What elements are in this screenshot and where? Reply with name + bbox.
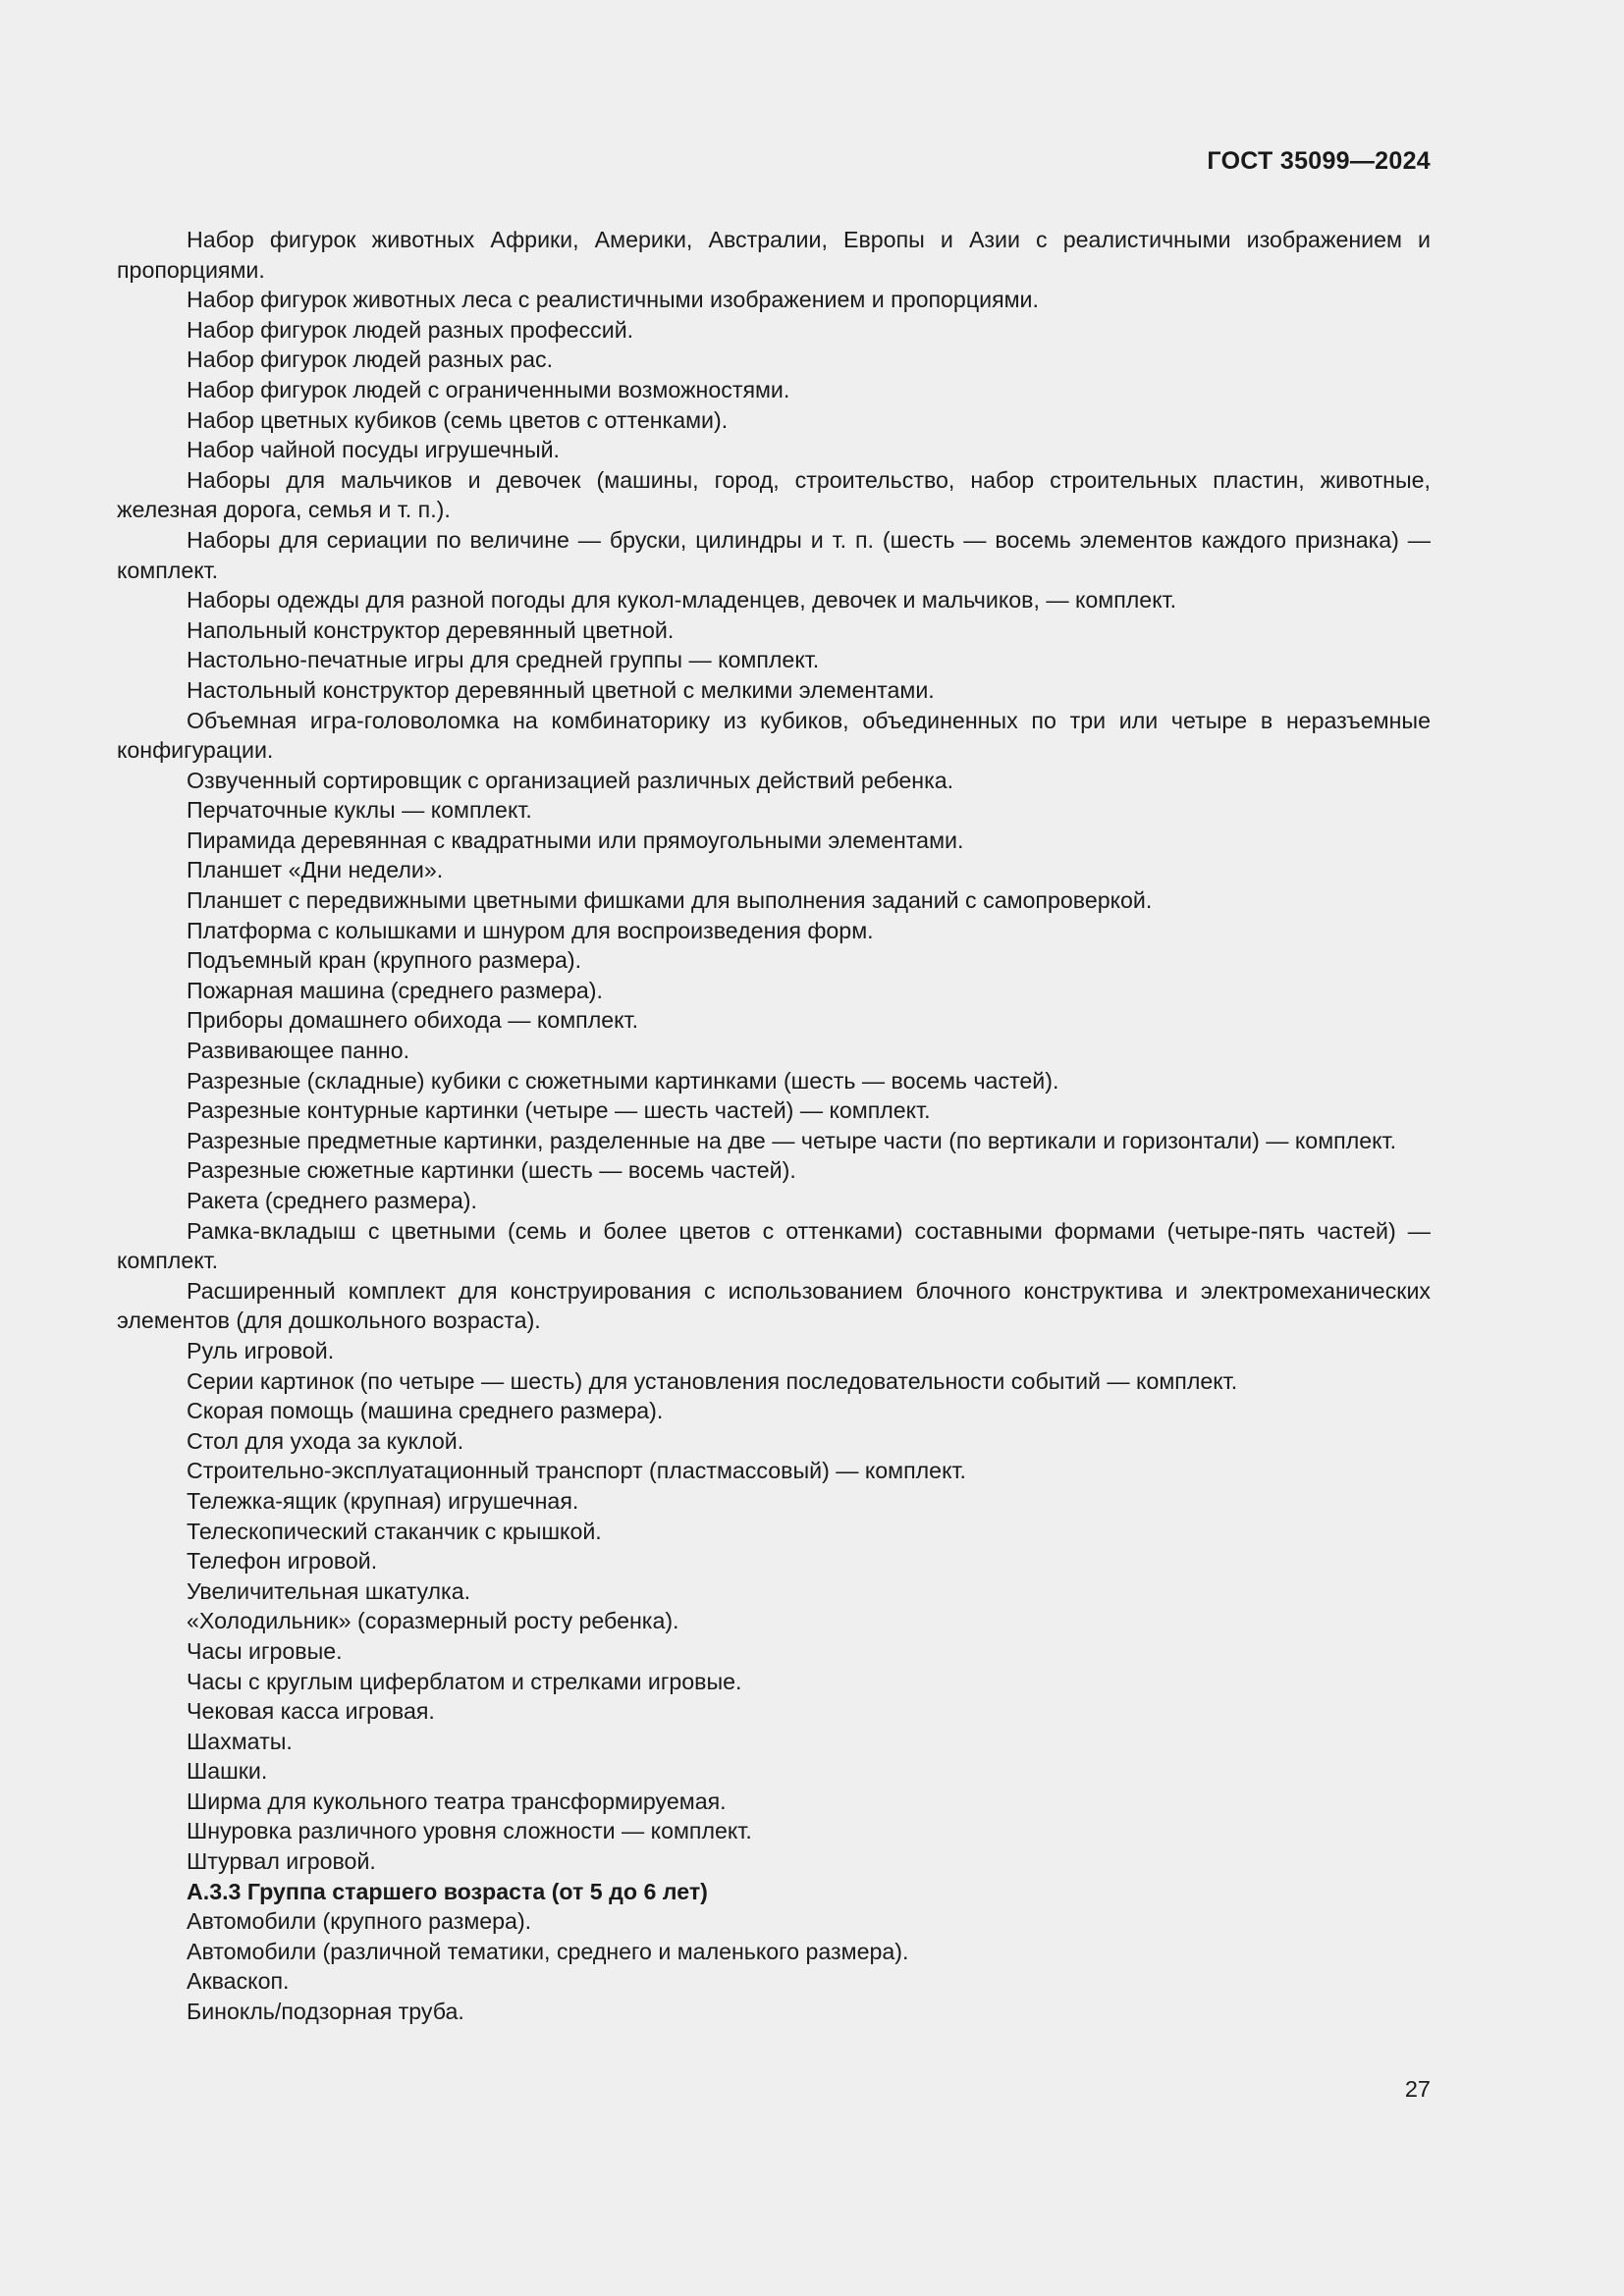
list-item: Набор фигурок животных леса с реалистичными изображением и пропорциями. bbox=[187, 287, 1039, 313]
list-item: Разрезные предметные картинки, разделенные на две — четыре части (по вертикали и горизонтали) — комплект. bbox=[187, 1127, 1397, 1153]
list-item: Расширенный комплект для конструирования с использованием блочного конструктива и электромеханических элементов (для дошкольного возраста). bbox=[117, 1277, 1431, 1334]
list-item: Перчаточные куклы — комплект. bbox=[187, 797, 532, 824]
list-item: Руль игровой. bbox=[187, 1337, 335, 1363]
list-item: Разрезные сюжетные картинки (шесть — восемь частей). bbox=[187, 1157, 796, 1184]
list-item: Тележка-ящик (крупная) игрушечная. bbox=[187, 1487, 579, 1514]
list-item: Наборы для мальчиков и девочек (машины, город, строительство, набор строительных пластин, животные, железная дорога, семья и т. п.). bbox=[117, 466, 1431, 523]
section-heading: А.3.3 Группа старшего возраста (от 5 до 6 лет) bbox=[187, 1878, 708, 1904]
list-item: Штурвал игровой. bbox=[187, 1848, 376, 1875]
page-number: 27 bbox=[1404, 2076, 1431, 2102]
list-item: «Холодильник» (соразмерный росту ребенка). bbox=[187, 1608, 679, 1634]
list-item: Развивающее панно. bbox=[187, 1038, 410, 1064]
list-item: Ракета (среднего размера). bbox=[187, 1188, 477, 1213]
list-item: Ширма для кукольного театра трансформируемая. bbox=[187, 1788, 727, 1814]
list-item: Набор фигурок людей разных рас. bbox=[187, 347, 554, 373]
list-item: Озвученный сортировщик с организацией различных действий ребенка. bbox=[187, 767, 954, 793]
list-item: Увеличительная шкатулка. bbox=[187, 1577, 471, 1604]
list-item: Планшет «Дни недели». bbox=[187, 857, 444, 883]
list-item: Чековая касса игровая. bbox=[187, 1698, 435, 1725]
list-item: Набор фигурок животных Африки, Америки, Австралии, Европы и Азии с реалистичными изображением и пропорциями. bbox=[117, 227, 1431, 283]
list-item: Пирамида деревянная с квадратными или прямоугольными элементами. bbox=[187, 827, 964, 853]
list-item: Акваскоп. bbox=[187, 1968, 290, 1995]
list-item: Шахматы. bbox=[187, 1728, 293, 1754]
list-item: Разрезные контурные картинки (четыре — шесть частей) — комплект. bbox=[187, 1097, 931, 1124]
list-item: Настольный конструктор деревянный цветной с мелкими элементами. bbox=[187, 676, 935, 703]
document-header bbox=[1207, 147, 1431, 176]
list-item: Пожарная машина (среднего размера). bbox=[187, 977, 603, 1003]
list-item: Часы игровые. bbox=[187, 1637, 343, 1664]
list-item: Набор цветных кубиков (семь цветов с оттенками). bbox=[187, 406, 729, 433]
list-item: Бинокль/подзорная труба. bbox=[187, 1999, 464, 2025]
list-item: Строительно-эксплуатационный транспорт (пластмассовый) — комплект. bbox=[187, 1458, 966, 1484]
document-body bbox=[117, 225, 1431, 2027]
list-item: Стол для ухода за куклой. bbox=[187, 1427, 464, 1454]
list-item: Набор чайной посуды игрушечный. bbox=[187, 437, 561, 463]
list-item: Платформа с колышками и шнуром для воспроизведения форм. bbox=[187, 917, 874, 943]
list-item: Планшет с передвижными цветными фишками для выполнения заданий с самопроверкой. bbox=[187, 887, 1153, 914]
list-item: Серии картинок (по четыре — шесть) для установления последовательности событий — комплект. bbox=[187, 1367, 1238, 1394]
list-item: Разрезные (складные) кубики с сюжетными картинками (шесть — восемь частей). bbox=[187, 1067, 1059, 1094]
list-item: Набор фигурок людей с ограниченными возможностями. bbox=[187, 376, 790, 402]
list-item: Объемная игра-головоломка на комбинаторику из кубиков, объединенных по три или четыре в неразъемные конфигурации. bbox=[117, 707, 1431, 764]
list-item: Телескопический стаканчик с крышкой. bbox=[187, 1518, 602, 1544]
list-item: Подъемный кран (крупного размера). bbox=[187, 947, 582, 974]
list-item: Рамка-вкладыш с цветными (семь и более цветов с оттенками) составными формами (четыре-пять частей) — комплект. bbox=[117, 1217, 1431, 1274]
list-item: Телефон игровой. bbox=[187, 1548, 378, 1575]
list-item: Часы с круглым циферблатом и стрелками игровые. bbox=[187, 1668, 742, 1694]
list-item: Приборы домашнего обихода — комплект. bbox=[187, 1007, 639, 1034]
list-item: Наборы одежды для разной погоды для кукол-младенцев, девочек и мальчиков, — комплект. bbox=[187, 587, 1177, 614]
document-id: ГОСТ 35099—2024 bbox=[1207, 147, 1431, 175]
list-item: Автомобили (различной тематики, среднего и маленького размера). bbox=[187, 1938, 909, 1964]
list-item: Наборы для сериации по величине — бруски, цилиндры и т. п. (шесть — восемь элементов каждого признака) — комплект. bbox=[117, 526, 1431, 583]
list-item: Скорая помощь (машина среднего размера). bbox=[187, 1398, 664, 1424]
list-item: Напольный конструктор деревянный цветной. bbox=[187, 616, 675, 643]
list-item: Шашки. bbox=[187, 1758, 268, 1785]
list-item: Настольно-печатные игры для средней группы — комплект. bbox=[187, 647, 820, 673]
list-item: Автомобили (крупного размера). bbox=[187, 1908, 532, 1935]
list-item: Набор фигурок людей разных профессий. bbox=[187, 316, 634, 343]
list-item: Шнуровка различного уровня сложности — комплект. bbox=[187, 1818, 752, 1844]
